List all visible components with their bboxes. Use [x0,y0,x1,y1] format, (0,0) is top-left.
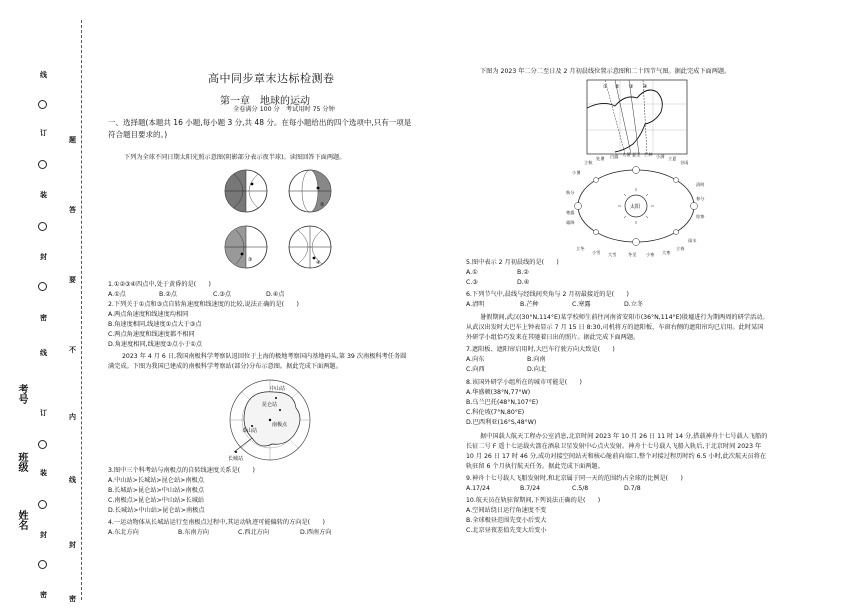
q5-option-c: C.③ [466,279,478,286]
q6-option-b: B.芒种 [520,301,539,308]
q9-option-a: A.17/24 [466,485,490,492]
svg-text:立秋: 立秋 [584,160,593,165]
intro-text-3: 下图为 2023 年二分二至日及 2 月初晨线位置示意图和二十四节气图。据此完成下面两题。 [480,68,731,75]
question-10: 10.航天员在轨驻留期间,下列说法正确的是( ) [466,497,601,504]
binding-note: 答 [69,206,76,214]
antarctic-map [222,376,318,464]
svg-text:②: ② [320,202,325,208]
exam-meta: 全卷满分 100 分 考试用时 75 分钟 [233,106,335,113]
chapter-title: 第一章 地球的运动 [220,96,310,107]
binding-mark: 封 [40,531,47,539]
binding-note: 题 [69,136,76,144]
svg-text:夏至: 夏至 [632,152,641,157]
globe-3 [225,226,267,268]
question-5: 5.图中表示 2 月初晨线的是( ) [466,259,559,266]
q7-option-d: D.向北 [527,366,547,373]
question-8: 8.该国外研学小组所在的城市可能是( ) [466,379,582,386]
intro-text-4-cont2: 外研学小组恰巧发来在其驰着日出的照片。据此完成下面两题。 [466,334,640,341]
globe-1 [225,170,267,212]
svg-text:③: ③ [629,84,634,90]
svg-text:芒种: 芒种 [644,152,653,157]
intro-text-2: 2023 年 4 月 6 日,我国南极科学考察队返回位于上海的极地考察国内基地码头,第 39 次南极科考任务圆 [122,353,407,360]
svg-text:处暑: 处暑 [596,156,605,161]
svg-text:②: ② [615,84,620,90]
binding-hole [38,440,47,449]
svg-text:④: ④ [643,84,648,90]
binding-mark: 线 [40,349,47,357]
svg-text:立冬: 立冬 [576,246,585,251]
q8-option-d: D.巴西利亚(16°S,48°W) [466,419,537,426]
q2-option-a: A.两点角速度和线速度均相同 [108,311,189,318]
q3-option-d: D.长城站>中山站>昆仑站>南极点 [108,507,205,514]
binding-mark: 订 [40,409,47,417]
globe-4 [289,226,331,268]
q5-option-d: D.④ [517,279,530,286]
binding-mark: 装 [40,469,47,477]
binding-note: 不 [69,346,76,354]
page-title: 高中同步章末达标检测卷 [208,72,335,85]
q9-option-c: C.5/8 [572,485,589,492]
svg-text:④: ④ [316,260,321,266]
q6-option-d: D.立冬 [624,301,644,308]
svg-text:谷雨: 谷雨 [680,160,689,165]
q1-option-d: D.④点 [266,291,285,298]
intro-text-4-cont: 从武汉出发时大巴车上钟表显示 7 月 15 日 8:30,司机将方的遮阳板、车窗右侧的遮阳帘均已启用。此时某国 [466,324,764,331]
question-1: 1.①②③④四点中,处于黄昏的是( ) [108,281,211,288]
q4-option-b: B.东南方向 [178,529,209,536]
binding-mark: 密 [40,314,47,322]
q6-option-a: A.清明 [466,301,485,308]
svg-text:③: ③ [248,257,253,263]
station-label: 长城站 [228,456,244,462]
binding-note: 线 [69,476,76,484]
binding-mark: 装 [40,191,47,199]
binding-note: 内 [69,413,76,421]
svg-text:春分: 春分 [696,196,705,201]
binding-mark: 密 [40,591,47,599]
q2-option-b: B.角速度相同,线速度①点大于③点 [108,321,202,328]
q7-option-b: B.向南 [527,356,546,363]
svg-text:清明: 清明 [696,182,705,187]
binding-hole [38,160,47,169]
binding-note: 封 [69,541,76,549]
q2-option-d: D.角速度相同,线速度③点小于①点 [108,341,203,348]
q4-option-d: D.西南方向 [300,529,332,536]
question-3: 3.图中三个科考站与南极点的自转线速度关系是( ) [108,467,255,474]
svg-text:大暑: 大暑 [622,152,631,157]
q10-option-c: C.北京昼夜差值先变大后变小 [466,527,547,534]
binding-hole [38,500,47,509]
svg-text:霜降: 霜降 [566,220,575,225]
station-label: 南极点 [272,422,288,428]
svg-text:白露: 白露 [610,154,619,159]
svg-text:雨水: 雨水 [688,238,697,243]
q8-option-c: C.科伦坡(7°N,80°E) [466,409,525,416]
binding-hole [38,560,47,569]
q8-option-b: B.乌兰巴托(48°N,107°E) [466,399,539,406]
binding-mark: 订 [40,129,47,137]
q9-option-d: D.7/8 [624,485,641,492]
intro-text-5-cont: 长征二号 F 遥十七运载火箭在酒泉卫星发射中心点火发射。神舟十七号载人飞船入轨后,于北京时间 2023 年 [466,443,762,450]
binding-hole [38,282,47,291]
question-6: 6.下列节气中,晨线与经线间夹角与 2 月初最接近的是( ) [466,291,629,298]
solar-terms-diagram [566,150,706,258]
svg-text:①: ① [603,84,608,90]
q5-option-a: A.① [466,269,478,276]
sun-label: 太阳 [630,204,641,210]
q6-option-c: C.寒露 [572,301,591,308]
binding-note: 密 [69,595,76,603]
q1-option-c: C.③点 [213,291,232,298]
svg-text:立夏: 立夏 [668,156,677,161]
section-heading: 一、选择题(本题共 16 小题,每小题 3 分,共 48 分。在每小题给出的四个选项中,只有一项是 [108,118,412,127]
station-label: 昆仑站 [262,402,278,408]
q10-option-b: B.全球极昼范围先变小后变大 [466,517,547,524]
svg-text:小寒: 小寒 [646,252,655,257]
intro-text-5-cont2: 10 月 26 日 17 时 46 分,成功对接空间站天和核心舱前向端口,整个对接过程历时约 6.5 小时,此次航天员将在 [466,453,767,460]
q3-option-c: C.南极点>昆仑站>中山站>长城站 [108,497,205,504]
section-heading-cont: 符合题目要求的。) [108,130,168,139]
question-7: 7.遮阳板、遮阳帘启用时,大巴车行驶方向大致是( ) [466,346,615,353]
question-9: 9.神舟十七号载人飞船发射时,和北京属于同一天的范围约占全球的比例是( ) [466,475,683,482]
illumination-figure [222,166,342,272]
svg-text:惊蛰: 惊蛰 [696,214,705,219]
binding-hole [38,100,47,109]
svg-text:小暑: 小暑 [572,170,581,175]
field-name: 姓名 [16,510,27,530]
svg-text:小满: 小满 [656,154,665,159]
dawn-line-map [585,78,689,156]
binding-hole [38,222,47,231]
field-class: 班级 [16,452,27,472]
binding-note: 要 [69,276,76,284]
q1-option-a: A.①点 [108,291,126,298]
q5-option-b: B.② [517,269,529,276]
field-exam-number: 考号 [16,384,27,404]
question-4: 4.一运动物体从长城站运行至南极点过程中,其运动轨迹可能偏转的方向是( ) [108,519,325,526]
q4-option-c: C.西北方向 [238,529,270,536]
q10-option-a: A.空间站绕日运行角速度不变 [466,507,547,514]
binding-mark: 线 [40,71,47,79]
q1-option-b: B.②点 [159,291,177,298]
intro-text-5-cont3: 轨驻留 6 个月执行航天任务。据此完成下面两题。 [466,463,604,470]
q8-option-a: A.华盛顿(38°N,77°W) [466,389,531,396]
svg-text:大寒: 大寒 [662,250,671,255]
station-label: 中山站 [270,386,286,392]
svg-text:小雪: 小雪 [592,250,601,255]
q7-option-c: C.向西 [466,366,485,373]
intro-text-2-cont: 满完成。下图为我国已建成的南极科学考察站(部分)分布示意图。据此完成下面两题。 [108,363,342,370]
intro-text-4: 暑假期间,武汉(30°N,114°E)某学校师生前往河南省安阳市(36°N,114°E)殷墟进行为期两周的研学活动。 [480,314,769,321]
svg-text:冬至: 冬至 [628,252,637,257]
question-2: 2.下列关于①点和③点自转角速度和线速度的比较,说法正确的是( ) [108,301,299,308]
svg-text:寒露: 寒露 [566,210,575,215]
svg-text:立春: 立春 [676,246,685,251]
station-label: 泰山站 [242,428,258,434]
q3-option-b: B.长城站>昆仑站>中山站>南极点 [108,487,205,494]
q7-option-a: A.向东 [466,356,485,363]
binding-mark: 封 [40,253,47,261]
q3-option-a: A.中山站>长城站>昆仑站>南极点 [108,477,204,484]
binding-dashed-line [81,20,82,600]
q9-option-b: B.7/24 [520,485,541,492]
svg-text:秋分: 秋分 [566,190,575,195]
svg-text:大雪: 大雪 [608,252,617,257]
q2-option-c: C.两点角速度和线速度都不相同 [108,331,195,338]
globe-2 [289,170,331,212]
intro-text-5: 据中国载人航天工程办公室消息,北京时间 2023 年 10 月 26 日 11 时 14 分,搭载神舟十七号载人飞船的 [480,433,768,440]
intro-text: 下列为全球不同日期太阳光照示意图(阴影部分表示夜半球)。读图回答下面两题。 [124,154,346,161]
q4-option-a: A.东北方向 [108,529,139,536]
